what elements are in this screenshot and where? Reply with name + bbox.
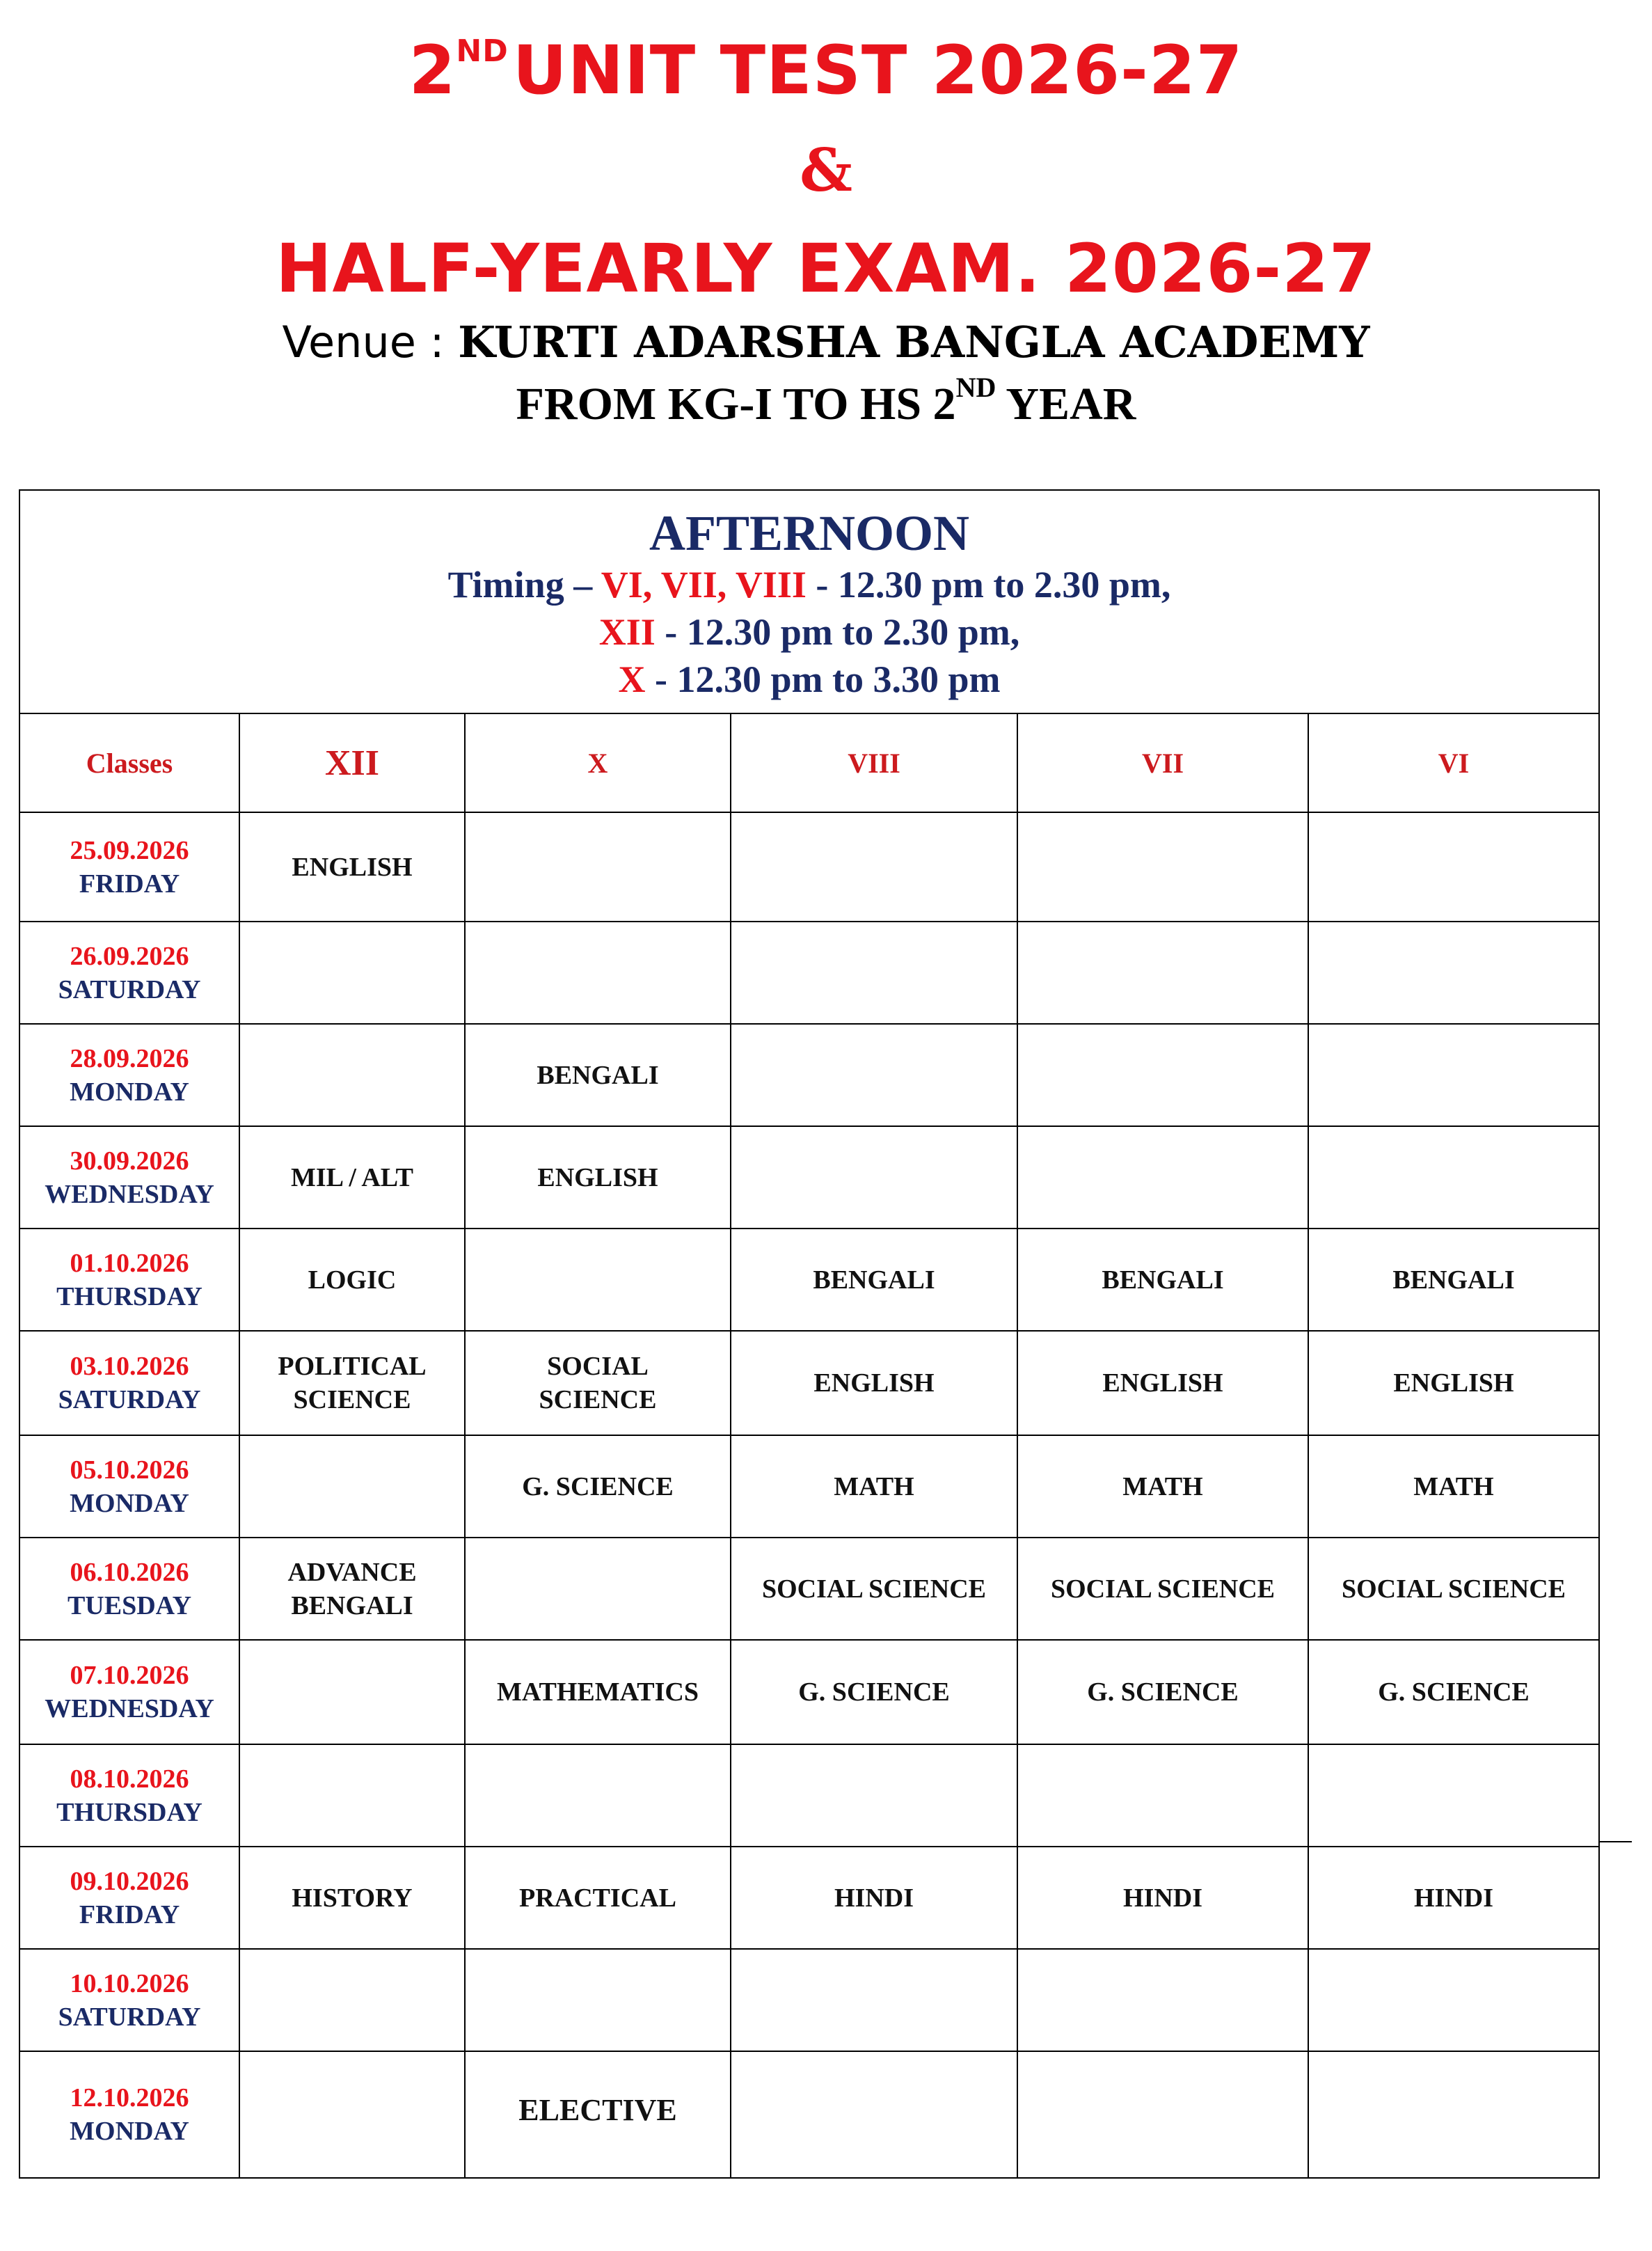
exam-day: MONDAY xyxy=(70,1488,189,1518)
session-band xyxy=(19,490,1599,713)
exam-day: MONDAY xyxy=(70,1077,189,1107)
exam-date: 12.10.2026 xyxy=(70,2083,189,2112)
subject-cell: BENGALI xyxy=(1308,1229,1599,1331)
exam-day: SATURDAY xyxy=(58,1385,201,1414)
subject-cell xyxy=(1017,922,1308,1024)
subject-cell: MATHEMATICS xyxy=(465,1640,731,1744)
venue-name: KURTI ADARSHA BANGLA ACADEMY xyxy=(458,317,1370,368)
schedule-row xyxy=(19,1331,1599,1435)
subject-cell: BENGALI xyxy=(465,1024,731,1126)
col-header-xii: XII xyxy=(239,713,465,812)
schedule-row xyxy=(19,2051,1599,2178)
col-header-vii: VII xyxy=(1017,713,1308,812)
subject-cell: G. SCIENCE xyxy=(1017,1640,1308,1744)
subject-cell: PRACTICAL xyxy=(465,1847,731,1949)
date-cell xyxy=(19,812,239,922)
subject-cell xyxy=(239,922,465,1024)
exam-date: 26.09.2026 xyxy=(70,941,189,971)
subject-cell: ELECTIVE xyxy=(465,2051,731,2178)
date-cell xyxy=(19,922,239,1024)
subject-cell: HISTORY xyxy=(239,1847,465,1949)
title-unit-test: 2NDUNIT TEST 2026-27 xyxy=(408,31,1244,109)
exam-date: 06.10.2026 xyxy=(70,1557,189,1587)
exam-day: FRIDAY xyxy=(79,869,180,899)
subject-cell xyxy=(465,1949,731,2051)
session-title: AFTERNOON xyxy=(649,505,970,561)
date-cell xyxy=(19,1435,239,1538)
subject-cell: LOGIC xyxy=(239,1229,465,1331)
exam-date: 10.10.2026 xyxy=(70,1968,189,1998)
subject-cell: MATH xyxy=(1308,1435,1599,1538)
subject-cell xyxy=(239,1744,465,1847)
exam-day: MONDAY xyxy=(70,2117,189,2146)
exam-day: THURSDAY xyxy=(56,1797,202,1827)
exam-date: 08.10.2026 xyxy=(70,1764,189,1794)
exam-date: 07.10.2026 xyxy=(70,1661,189,1690)
date-cell xyxy=(19,1331,239,1435)
subject-cell xyxy=(731,1024,1017,1126)
subject-cell xyxy=(731,922,1017,1024)
venue-label: Venue : xyxy=(282,317,459,368)
date-cell xyxy=(19,2051,239,2178)
subject-cell xyxy=(1308,1126,1599,1229)
subject-cell: MATH xyxy=(1017,1435,1308,1538)
subject-cell xyxy=(1017,1024,1308,1126)
timing-line-xii: XII - 12.30 pm to 2.30 pm, xyxy=(598,610,1020,653)
subject-cell xyxy=(465,812,731,922)
schedule-row xyxy=(19,1435,1599,1538)
subject-cell xyxy=(239,1949,465,2051)
subject-cell xyxy=(1017,1126,1308,1229)
subject-cell xyxy=(731,1744,1017,1847)
subject-cell xyxy=(1308,1949,1599,2051)
subject-cell: ENGLISH xyxy=(1308,1331,1599,1435)
subject-cell xyxy=(1308,922,1599,1024)
subject-cell: SOCIAL SCIENCE xyxy=(465,1331,731,1435)
subject-cell xyxy=(239,1640,465,1744)
subject-cell: ENGLISH xyxy=(731,1331,1017,1435)
subject-cell xyxy=(731,1126,1017,1229)
subject-cell: HINDI xyxy=(1308,1847,1599,1949)
subject-cell xyxy=(1308,812,1599,922)
schedule-row xyxy=(19,1949,1599,2051)
subject-cell: ENGLISH xyxy=(239,812,465,922)
subject-cell: HINDI xyxy=(1017,1847,1308,1949)
exam-day: SATURDAY xyxy=(58,974,201,1004)
subject-cell: HINDI xyxy=(731,1847,1017,1949)
col-header-classes: Classes xyxy=(19,713,239,812)
timing-line-x: X - 12.30 pm to 3.30 pm xyxy=(618,658,1001,700)
exam-schedule-table xyxy=(19,489,1600,2179)
subject-cell xyxy=(465,1744,731,1847)
schedule-row xyxy=(19,812,1599,922)
title-half-yearly: HALF-YEARLY EXAM. 2026-27 xyxy=(276,230,1376,308)
title-ampersand: & xyxy=(800,136,852,205)
exam-date: 03.10.2026 xyxy=(70,1352,189,1381)
subject-cell xyxy=(465,1538,731,1640)
timing-line-senior-middle: Timing – VI, VII, VIII - 12.30 pm to 2.30 pm, xyxy=(447,563,1171,606)
exam-day: WEDNESDAY xyxy=(45,1694,214,1723)
subject-cell xyxy=(239,1024,465,1126)
subject-cell xyxy=(465,922,731,1024)
subject-cell xyxy=(1017,1744,1308,1847)
subject-cell: ENGLISH xyxy=(1017,1331,1308,1435)
schedule-row xyxy=(19,1847,1599,1949)
date-cell xyxy=(19,1538,239,1640)
exam-day: TUESDAY xyxy=(67,1590,192,1620)
subject-cell xyxy=(465,1229,731,1331)
exam-date: 25.09.2026 xyxy=(70,835,189,865)
exam-day: WEDNESDAY xyxy=(45,1179,214,1209)
subject-cell xyxy=(731,812,1017,922)
schedule-row xyxy=(19,1229,1599,1331)
subject-cell: BENGALI xyxy=(731,1229,1017,1331)
divider-line xyxy=(1598,1841,1632,1842)
subject-cell: G. SCIENCE xyxy=(731,1640,1017,1744)
subject-cell: ENGLISH xyxy=(465,1126,731,1229)
subject-cell xyxy=(1308,1744,1599,1847)
subject-cell xyxy=(239,2051,465,2178)
subject-cell: MIL / ALT xyxy=(239,1126,465,1229)
subject-cell: G. SCIENCE xyxy=(1308,1640,1599,1744)
subject-cell: BENGALI xyxy=(1017,1229,1308,1331)
schedule-row xyxy=(19,1744,1599,1847)
header-row xyxy=(19,713,1599,812)
subject-cell xyxy=(731,1949,1017,2051)
subject-cell xyxy=(1017,812,1308,922)
schedule-row xyxy=(19,922,1599,1024)
date-cell xyxy=(19,1847,239,1949)
schedule-row xyxy=(19,1640,1599,1744)
date-cell xyxy=(19,1229,239,1331)
exam-date: 05.10.2026 xyxy=(70,1455,189,1485)
schedule-row xyxy=(19,1024,1599,1126)
exam-day: THURSDAY xyxy=(56,1281,202,1311)
date-cell xyxy=(19,1640,239,1744)
exam-date: 30.09.2026 xyxy=(70,1146,189,1176)
exam-day: FRIDAY xyxy=(79,1899,180,1929)
col-header-vi: VI xyxy=(1308,713,1599,812)
venue-line xyxy=(0,317,1652,368)
date-cell xyxy=(19,1949,239,2051)
subject-cell: SOCIAL SCIENCE xyxy=(731,1538,1017,1640)
exam-day: SATURDAY xyxy=(58,2002,201,2032)
col-header-viii: VIII xyxy=(731,713,1017,812)
exam-date: 09.10.2026 xyxy=(70,1866,189,1896)
subject-cell: MATH xyxy=(731,1435,1017,1538)
subject-cell xyxy=(239,1435,465,1538)
subject-cell xyxy=(1308,1024,1599,1126)
subject-cell: SOCIAL SCIENCE xyxy=(1017,1538,1308,1640)
subject-cell xyxy=(1017,1949,1308,2051)
exam-date: 28.09.2026 xyxy=(70,1043,189,1073)
subject-cell xyxy=(731,2051,1017,2178)
class-range: FROM KG-I TO HS 2ND YEAR xyxy=(516,372,1136,429)
subject-cell: POLITICAL SCIENCE xyxy=(239,1331,465,1435)
schedule-row xyxy=(19,1538,1599,1640)
subject-cell: G. SCIENCE xyxy=(465,1435,731,1538)
subject-cell: SOCIAL SCIENCE xyxy=(1308,1538,1599,1640)
subject-cell: ADVANCE BENGALI xyxy=(239,1538,465,1640)
schedule-row xyxy=(19,1126,1599,1229)
subject-cell xyxy=(1308,2051,1599,2178)
date-cell xyxy=(19,1024,239,1126)
exam-date: 01.10.2026 xyxy=(70,1248,189,1278)
col-header-x: X xyxy=(465,713,731,812)
subject-cell xyxy=(1017,2051,1308,2178)
date-cell xyxy=(19,1126,239,1229)
date-cell xyxy=(19,1744,239,1847)
